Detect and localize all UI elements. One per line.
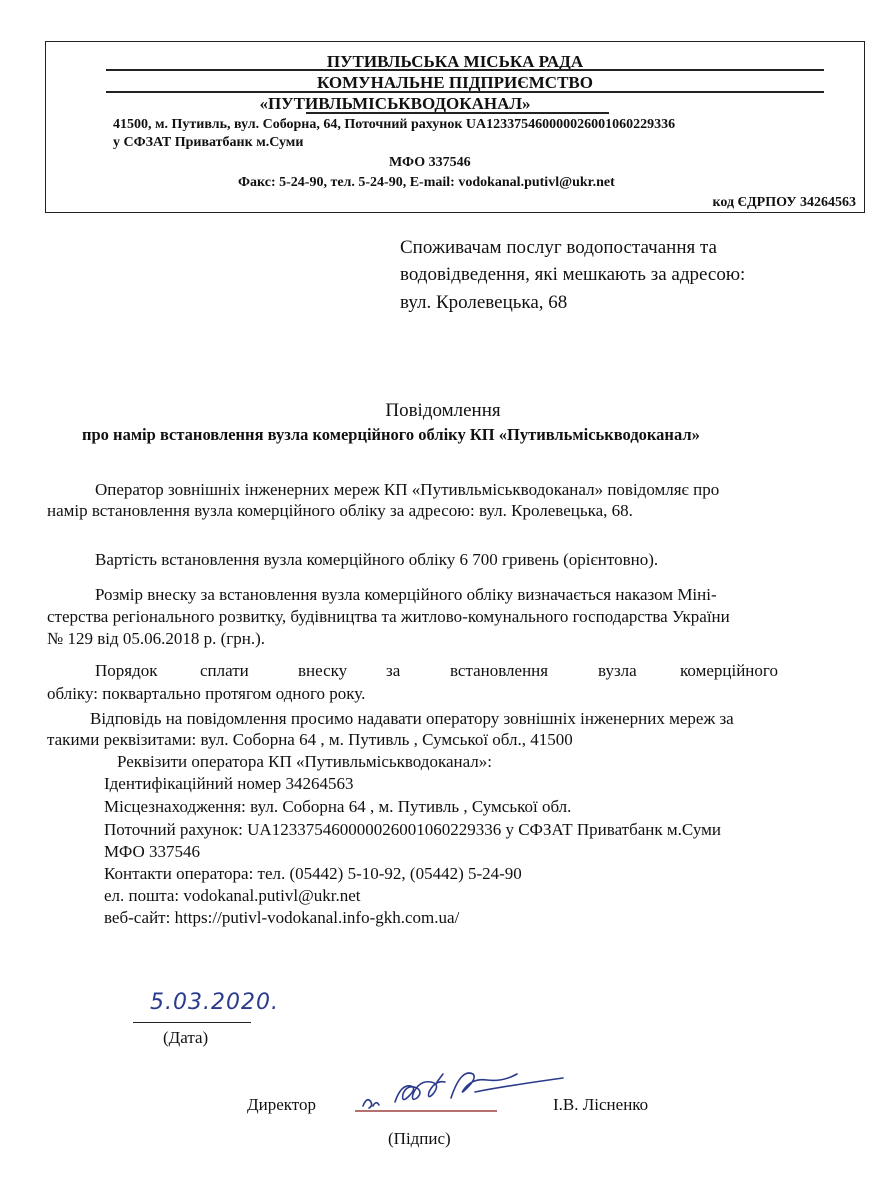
paragraph-line: стерства регіонального розвитку, будівництва та житлово-комунального господарства України [47, 607, 730, 626]
letterhead-enterprise: КОМУНАЛЬНЕ ПІДПРИЄМСТВО [317, 73, 593, 92]
letterhead-council: ПУТИВЛЬСЬКА МІСЬКА РАДА [326, 52, 584, 71]
letterhead-contacts: Факс: 5-24-90, тел. 5-24-90, E-mail: vodokanal.putivl@ukr.net [238, 175, 615, 190]
requisites-location: Місцезнаходження: вул. Соборна 64 , м. Путивль , Сумської обл. [104, 797, 572, 816]
requisites-contacts: Контакти оператора: тел. (05442) 5-10-92, (05442) 5-24-90 [104, 864, 522, 883]
letterhead [45, 41, 865, 213]
requisites-mfo: МФО 337546 [104, 842, 201, 861]
requisites-id: Ідентифікаційний номер 34264563 [104, 774, 354, 793]
paragraph-word: вузла [598, 661, 637, 680]
paragraph-word: сплати [200, 661, 249, 680]
paragraph-line: обліку: поквартально протягом одного року. [47, 684, 366, 703]
requisites-account: Поточний рахунок: UA123375460000026001060229336 у СФЗАТ Приватбанк м.Суми [104, 820, 721, 839]
letterhead-address: 41500, м. Путивль, вул. Соборна, 64, Поточний рахунок UA123375460000026001060229336 [113, 117, 676, 132]
paragraph-line: намір встановлення вузла комерційного обліку за адресою: вул. Кролевецька, 68. [47, 501, 633, 520]
requisites-email: ел. пошта: vodokanal.putivl@ukr.net [104, 886, 361, 905]
requisites-website: веб-сайт: https://putivl-vodokanal.info-gkh.com.ua/ [104, 908, 460, 927]
letterhead-rule [106, 91, 824, 93]
signer-role: Директор [247, 1095, 316, 1114]
signature-label: (Підпис) [388, 1129, 451, 1148]
notice-subtitle: про намір встановлення вузла комерційного обліку КП «Путивльміськводоканал» [82, 425, 700, 444]
signer-name: І.В. Лісненко [553, 1095, 649, 1114]
date-label: (Дата) [163, 1028, 209, 1047]
paragraph-word: комерційного [680, 661, 778, 680]
letterhead-name: «ПУТИВЛЬМІСЬКВОДОКАНАЛ» [259, 94, 531, 113]
paragraph-line: Вартість встановлення вузла комерційного обліку 6 700 гривень (орієнтовно). [95, 550, 659, 569]
paragraph-line: Розмір внеску за встановлення вузла комерційного обліку визначається наказом Міні- [95, 585, 717, 604]
paragraph-word: встановлення [450, 661, 549, 680]
paragraph-word: внеску [298, 661, 348, 680]
paragraph-line: такими реквізитами: вул. Соборна 64 , м. Путивль , Сумської обл., 41500 [47, 730, 573, 749]
paragraph-line: Відповідь на повідомлення просимо надавати оператору зовнішніх інженерних мереж за [90, 709, 734, 728]
handwritten-date: 5.03.2020. [150, 990, 279, 1015]
letterhead-edrpou: код ЄДРПОУ 34264563 [712, 195, 856, 210]
letterhead-bank: у СФЗАТ Приватбанк м.Суми [113, 135, 304, 150]
letterhead-rule [106, 69, 824, 71]
notice-title: Повідомлення [385, 400, 501, 421]
paragraph-word: Порядок [95, 661, 158, 680]
paragraph-word: за [386, 661, 401, 680]
addressee-line: вул. Кролевецька, 68 [400, 292, 568, 313]
paragraph-line: Оператор зовнішніх інженерних мереж КП «Путивльміськводоканал» повідомляє про [95, 480, 720, 499]
addressee-line: Споживачам послуг водопостачання та [400, 237, 717, 258]
requisites-header: Реквізити оператора КП «Путивльміськводоканал»: [117, 752, 492, 771]
date-underline [133, 1022, 251, 1023]
addressee-line: водовідведення, які мешкають за адресою: [400, 264, 746, 285]
letterhead-rule [306, 112, 609, 114]
signature-image [355, 1062, 570, 1120]
letterhead-mfo: МФО 337546 [389, 155, 471, 170]
paragraph-line: № 129 від 05.06.2018 р. (грн.). [47, 629, 266, 648]
